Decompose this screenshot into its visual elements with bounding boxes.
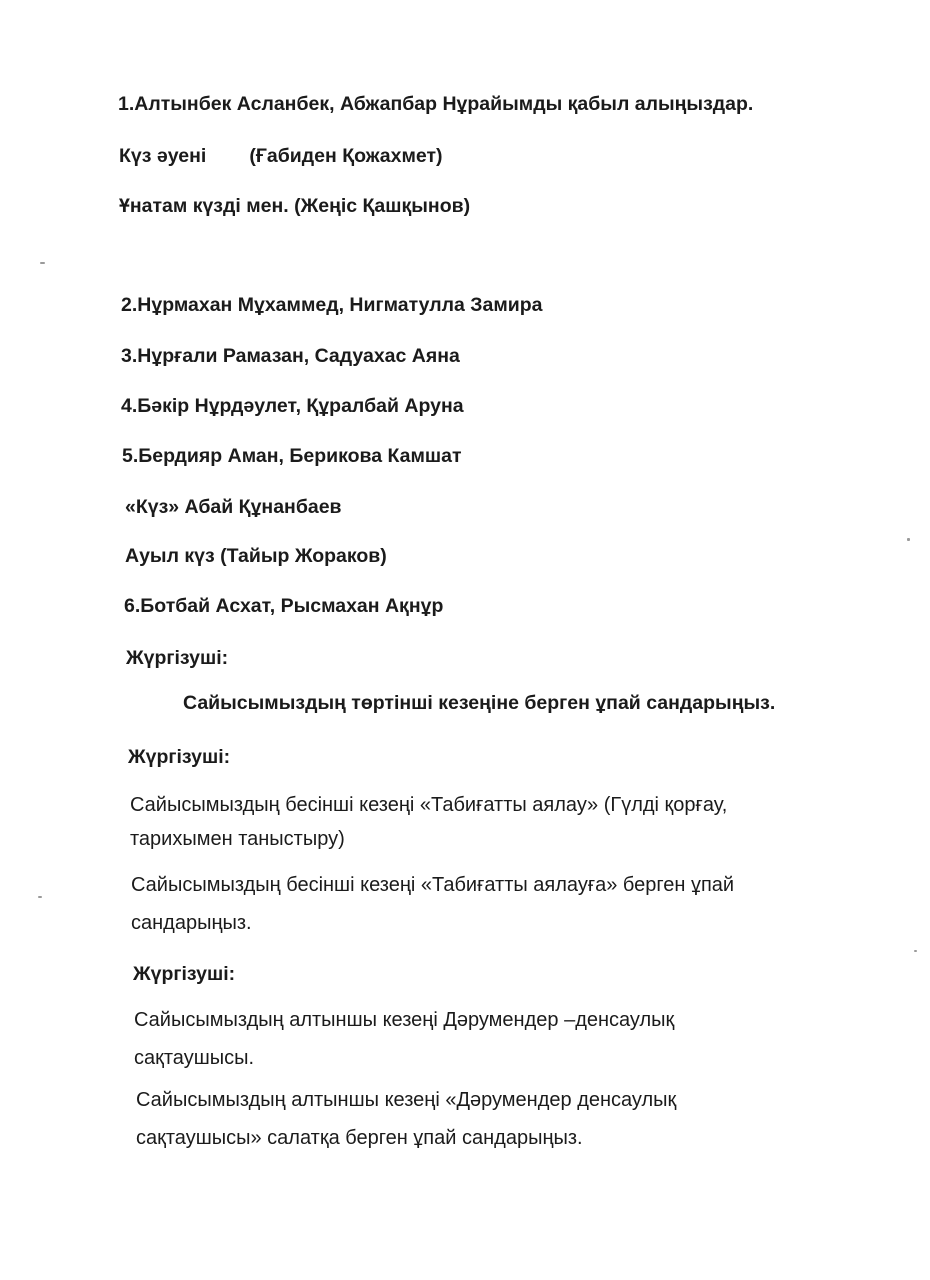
- participant-pair-6: 6.Ботбай Асхат, Рысмахан Ақнұр: [124, 595, 444, 617]
- participant-pair-5: 5.Бердияр Аман, Берикова Камшат: [122, 445, 462, 467]
- song-1: [119, 143, 443, 169]
- round-5-scores-line-1: Сайысымыздың бесінші кезеңі «Табиғатты аялауға» берген ұпай: [131, 874, 735, 896]
- round-5-intro-line-1: Сайысымыздың бесінші кезеңі «Табиғатты аялау» (Гүлді қорғау,: [130, 794, 728, 816]
- scan-speck: [40, 262, 45, 264]
- poem-1: «Күз» Абай Құнанбаев: [125, 496, 342, 518]
- scan-speck: [907, 538, 910, 541]
- round-5-intro-line-2: тарихымен таныстыру): [130, 828, 345, 850]
- participant-pair-1: 1.Алтынбек Асланбек, Абжапбар Нұрайымды қабыл алыңыздар.: [118, 93, 754, 115]
- host-label-3: Жүргізуші:: [133, 963, 236, 985]
- round-6-scores-line-1: Сайысымыздың алтыншы кезеңі «Дәрумендер денсаулық: [136, 1089, 677, 1111]
- song-3: Ауыл күз (Тайыр Жораков): [125, 545, 387, 567]
- scan-speck: [38, 896, 42, 898]
- participant-pair-4: 4.Бәкір Нұрдәулет, Құралбай Аруна: [121, 395, 464, 417]
- song-1-title: Күз әуені: [119, 145, 207, 167]
- round-6-intro-line-2: сақтаушысы.: [134, 1047, 255, 1069]
- participant-pair-2: 2.Нұрмахан Мұхаммед, Нигматулла Замира: [121, 294, 543, 316]
- round-6-scores-line-2: сақтаушысы» салатқа берген ұпай сандарыңыз.: [136, 1127, 583, 1149]
- round-5-scores-line-2: сандарыңыз.: [131, 912, 252, 934]
- host-label-1: Жүргізуші:: [126, 647, 229, 669]
- host-label-2: Жүргізуші:: [128, 746, 231, 768]
- round-6-intro-line-1: Сайысымыздың алтыншы кезеңі Дәрумендер –денсаулық: [134, 1009, 675, 1031]
- scan-speck: [914, 950, 917, 952]
- song-1-author: (Ғабиден Қожахмет): [249, 145, 443, 167]
- round-4-scores: Сайысымыздың төртінші кезеңіне берген ұпай сандарыңыз.: [183, 692, 776, 714]
- participant-pair-3: 3.Нұрғали Рамазан, Садуахас Аяна: [121, 345, 460, 367]
- song-2: Ұнатам күзді мен. (Жеңіс Қашқынов): [119, 195, 471, 217]
